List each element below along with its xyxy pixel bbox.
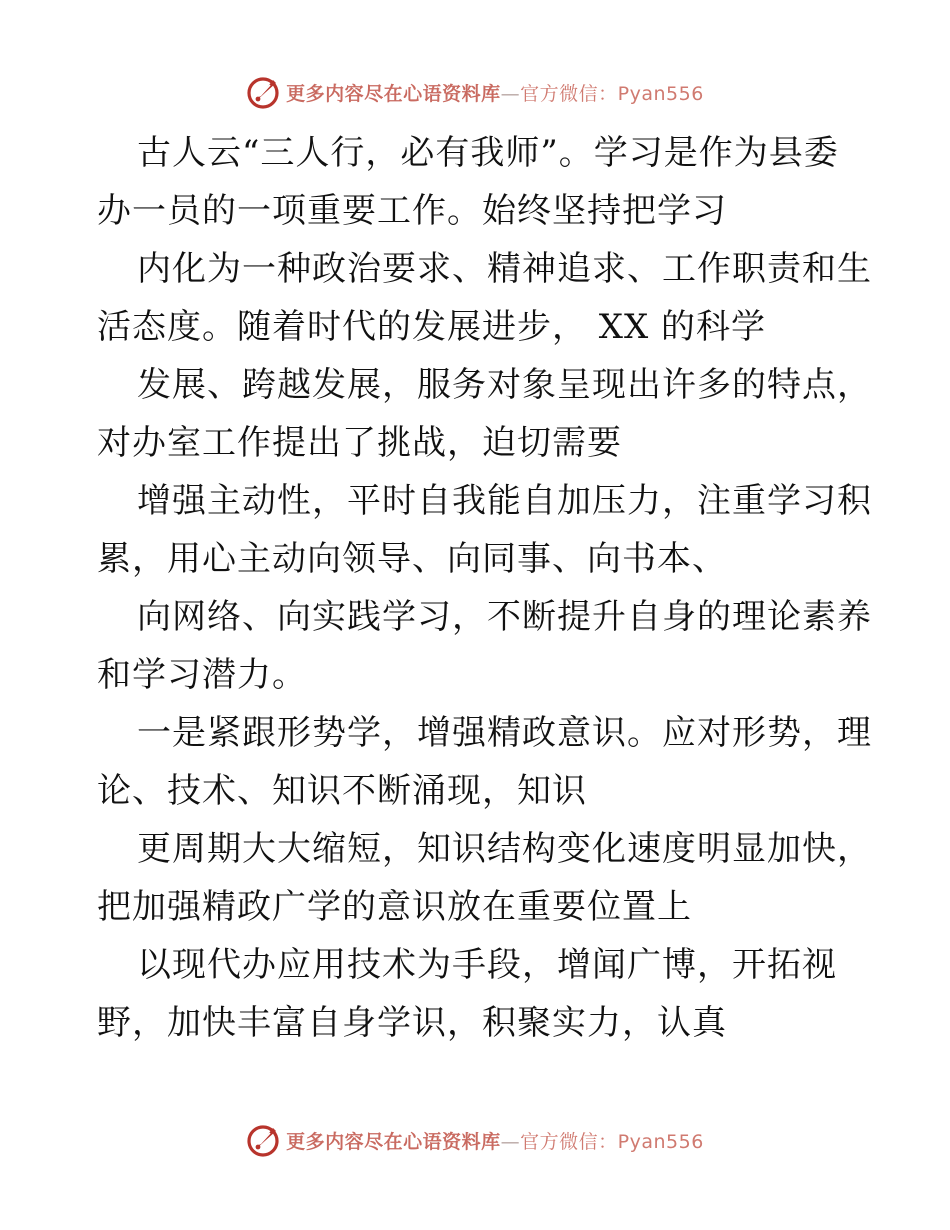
body-line-10: 和学习潜力。 <box>97 655 307 695</box>
body-line-2: 办一员的一项重要工作。始终坚持把学习 <box>97 191 727 231</box>
body-line-14: 把加强精政广学的意识放在重要位置上 <box>97 887 692 927</box>
body-line-4: 活态度。随着时代的发展进步， XX 的科学 <box>97 307 767 347</box>
body-line-9: 向网络、向实践学习，不断提升自身的理论素养 <box>137 597 872 637</box>
footer-banner <box>0 1120 950 1160</box>
body-line-12: 论、技术、知识不断涌现，知识 <box>97 771 587 811</box>
document-body <box>97 124 872 1052</box>
footer-banner-contact: 官方微信：Pyan556 <box>520 1130 704 1153</box>
quill-pen-logo-icon <box>246 74 282 110</box>
body-line-6: 对办室工作提出了挑战，迫切需要 <box>97 423 622 463</box>
header-banner-separator: — <box>500 82 521 105</box>
body-line-8: 累，用心主动向领导、向同事、向书本、 <box>97 539 727 579</box>
body-line-7: 增强主动性，平时自我能自加压力，注重学习积 <box>137 481 872 521</box>
footer-banner-separator: — <box>500 1130 521 1153</box>
body-line-5: 发展、跨越发展，服务对象呈现出许多的特点， <box>137 365 872 405</box>
footer-banner-main: 更多内容尽在心语资料库 <box>286 1130 501 1153</box>
body-line-16: 野，加快丰富自身学识，积聚实力，认真 <box>97 1003 727 1043</box>
body-line-13: 更周期大大缩短，知识结构变化速度明显加快， <box>137 829 872 869</box>
header-banner-main: 更多内容尽在心语资料库 <box>286 82 501 105</box>
body-line-1: 古人云“三人行，必有我师”。学习是作为县委 <box>137 133 839 173</box>
header-banner-text <box>286 79 704 106</box>
quill-pen-logo-icon <box>246 1122 282 1158</box>
footer-banner-text <box>286 1127 704 1154</box>
body-line-11: 一是紧跟形势学，增强精政意识。应对形势，理 <box>137 713 872 753</box>
body-line-3: 内化为一种政治要求、精神追求、工作职责和生 <box>137 249 872 289</box>
header-banner <box>0 72 950 112</box>
header-banner-contact: 官方微信：Pyan556 <box>520 82 704 105</box>
body-line-15: 以现代办应用技术为手段，增闻广博，开拓视 <box>137 945 837 985</box>
